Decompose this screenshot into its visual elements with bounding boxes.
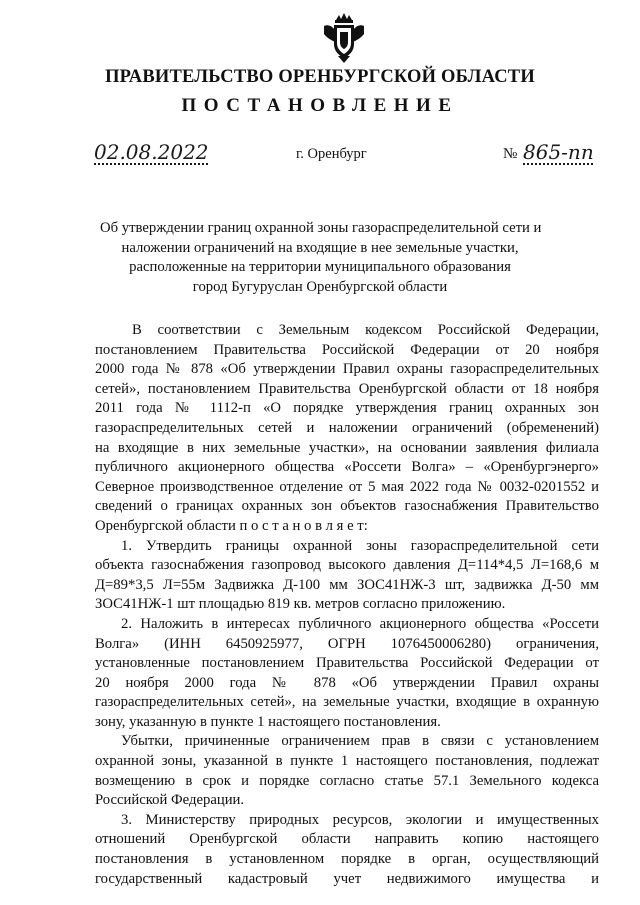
paragraph-line: зону, указанную в пункте 1 настоящего постановления. <box>95 713 441 730</box>
paragraph-line: 2. Наложить в интересах публичного акционерного общества «Россети <box>121 615 599 632</box>
subject-line: расположенные на территории муниципального образования <box>129 259 511 276</box>
paragraph-line: публичного акционерного общества «Россети Волга» – «Оренбургэнерго» <box>95 459 599 476</box>
body-paragraph <box>95 321 599 537</box>
document-type-title: ПОСТАНОВЛЕНИЕ <box>181 95 459 116</box>
document-body <box>95 321 599 889</box>
number-sign: № <box>503 146 518 162</box>
subject-line: Об утверждении границ охранной зоны газораспределительной сети и <box>100 220 542 236</box>
paragraph-line: постановления в установленном порядке в орган, осуществляющий <box>95 851 599 868</box>
paragraph-line: 20 ноября 2000 года № 878 «Об утверждении Правил охраны <box>95 674 599 691</box>
paragraph-line: государственный кадастровый учет недвижимого имущества и <box>95 870 599 887</box>
body-paragraph <box>95 537 599 615</box>
paragraph-line: В соответствии с Земельным кодексом Российской Федерации, <box>132 322 599 338</box>
subject-line: город Бугуруслан Оренбургской области <box>192 278 448 295</box>
paragraph-line: газораспределительных сетей и наложении ограничений (обременений) <box>95 419 599 436</box>
paragraph-line: Оренбургской области п о с т а н о в л я е т: <box>95 517 368 534</box>
paragraph-line: возмещению в срок и порядке согласно статье 57.1 Земельного кодекса <box>95 772 599 789</box>
paragraph-line: отношений Оренбургской области направить копию настоящего <box>95 831 599 848</box>
paragraph-line: постановлением Правительства Российской Федерации от 20 ноября <box>95 341 599 358</box>
paragraph-line: газораспределительных сетей», на земельные участки, входящие в охранную <box>95 694 599 711</box>
handwritten-date: 02.08.2022 <box>94 140 209 164</box>
paragraph-line: Северное производственное отделение от 5 мая 2022 года № 0032-0201552 и <box>95 478 599 495</box>
city-label: г. Оренбург <box>296 146 367 162</box>
paragraph-line: Убытки, причиненные ограничением прав в связи с установлением <box>121 733 599 750</box>
paragraph-line: Волга» (ИНН 6450925977, ОГРН 1076450006280) ограничения, <box>95 635 599 652</box>
paragraph-line: 2011 года № 1112-п «О порядке утверждения границ охранных зон <box>95 400 599 417</box>
paragraph-line: сетей», постановлением Правительства Оренбургской области от 18 ноября <box>95 380 599 397</box>
subject-line: наложении ограничений на входящие в нее земельные участки, <box>121 239 519 256</box>
paragraph-line: 1. Утвердить границы охранной зоны газораспределительной сети <box>121 537 599 554</box>
paragraph-line: охранной зоны, указанной в пункте 1 настоящего постановления, подлежат <box>95 753 599 770</box>
handwritten-number: 865-пп <box>523 140 594 164</box>
organization-title: ПРАВИТЕЛЬСТВО ОРЕНБУРГСКОЙ ОБЛАСТИ <box>105 67 535 87</box>
paragraph-line: установленные постановлением Правительства Российской Федерации от <box>95 655 599 672</box>
paragraph-line: на входящие в них земельные участки», на основании заявления филиала <box>95 439 599 456</box>
paragraph-line: сведений о границах охранных зон объектов газоснабжения Правительство <box>95 498 599 515</box>
paragraph-line: объекта газоснабжения газопровод высокого давления Д=114*4,5 Л=168,6 м <box>95 557 599 574</box>
paragraph-line: 2000 года № 878 «Об утверждении Правил охраны газораспределительных <box>95 361 599 378</box>
body-paragraph <box>95 811 599 889</box>
paragraph-line: ЗОС41НЖ-1 шт площадью 819 кв. метров согласно приложению. <box>95 596 506 613</box>
document-subject <box>100 219 540 297</box>
paragraph-line: Д=89*3,5 Л=55м Задвижка Д-100 мм ЗОС41НЖ-3 шт, задвижка Д-50 мм <box>95 576 599 593</box>
body-paragraph <box>95 615 599 733</box>
paragraph-line: 3. Министерству природных ресурсов, экологии и имущественных <box>121 811 599 828</box>
body-paragraph <box>95 732 599 810</box>
orenburg-coat-of-arms-icon <box>322 12 366 64</box>
paragraph-line: Российской Федерации. <box>95 792 245 809</box>
